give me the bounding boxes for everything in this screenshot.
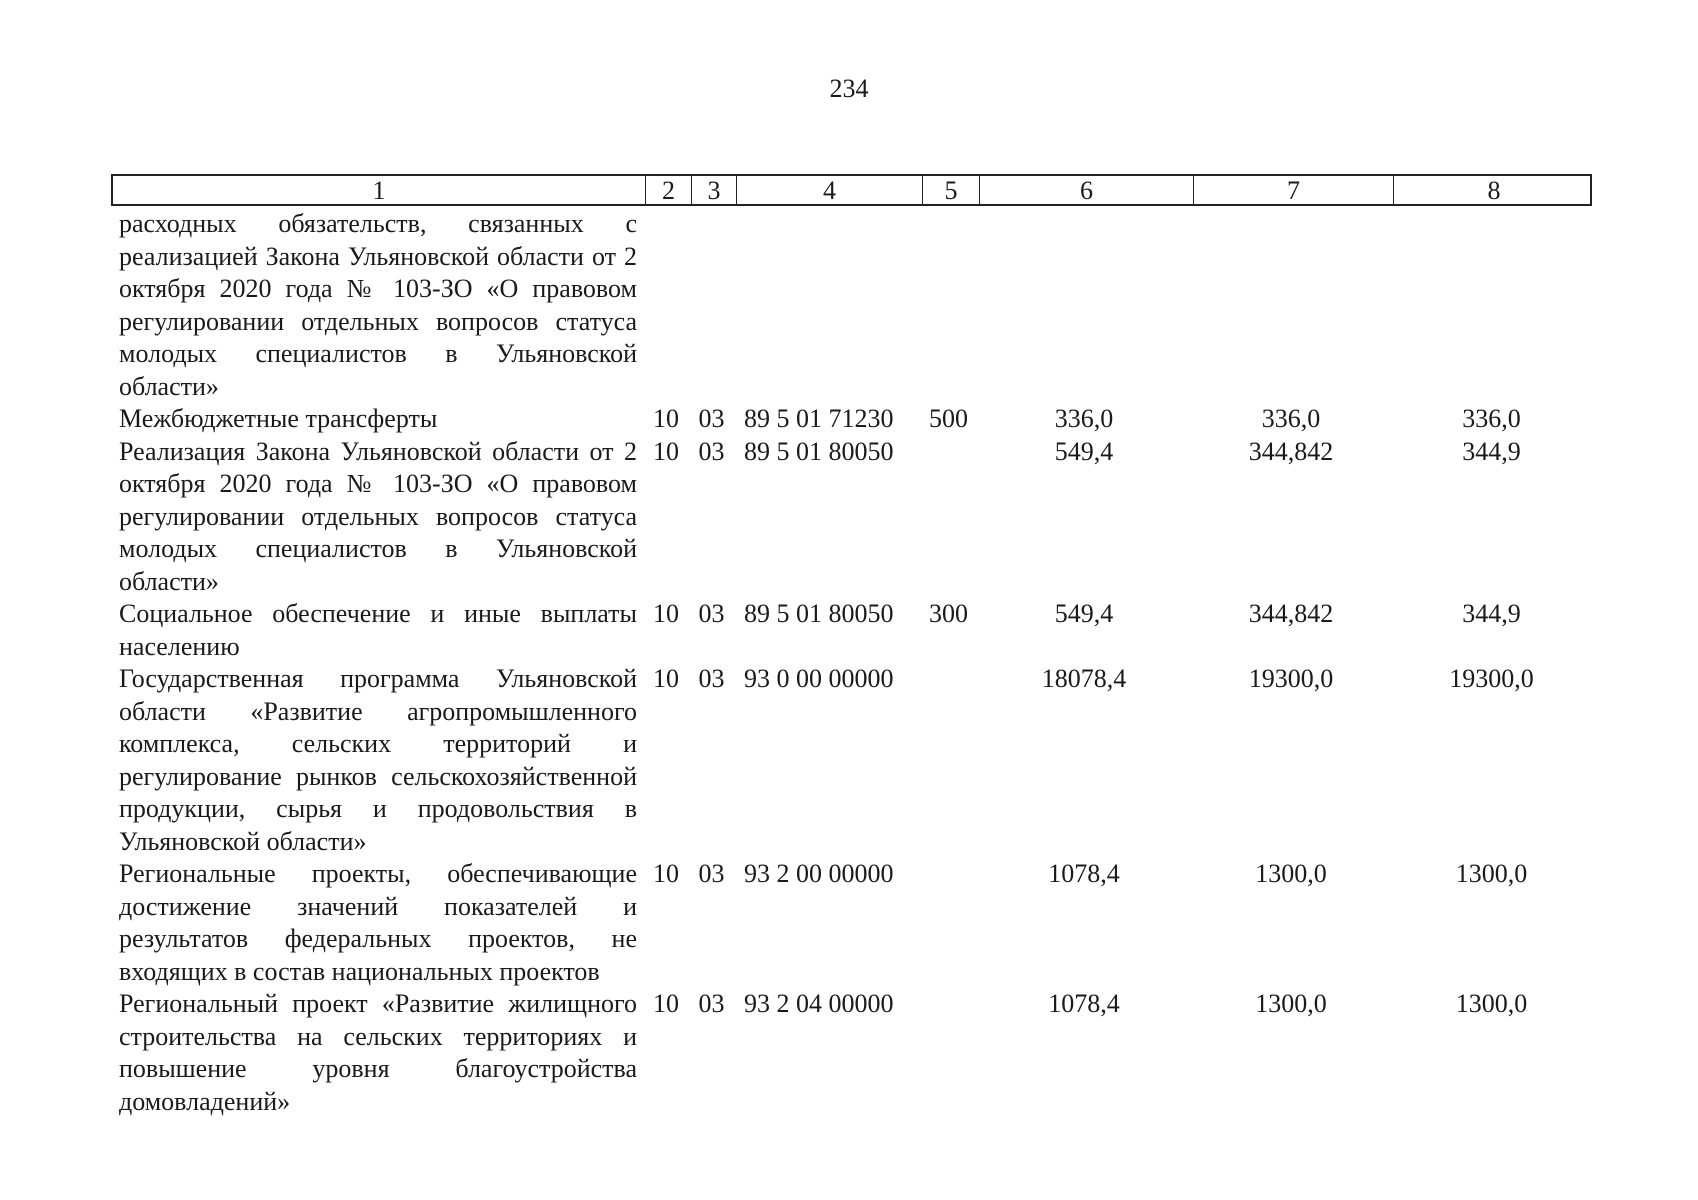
row-name: Региональный проект «Развитие жилищного строительства на сельских территориях и повышение уровня благоустройства домовладений» — [119, 989, 637, 1116]
row-vr — [920, 663, 977, 858]
table-row — [111, 598, 1592, 663]
row-pr: 03 — [698, 989, 725, 1018]
table-row — [111, 663, 1592, 858]
table-row — [111, 208, 1592, 403]
row-value-6: 549,4 — [1054, 599, 1114, 628]
row-pr: 03 — [698, 599, 725, 628]
table-body — [111, 208, 1592, 1118]
header-cell-8: 8 — [1393, 176, 1594, 206]
row-csr: 89 5 01 80050 — [744, 436, 894, 466]
row-value-8: 1300,0 — [1455, 989, 1528, 1018]
row-value-8: 19300,0 — [1449, 664, 1534, 693]
row-value-7: 19300,0 — [1248, 664, 1334, 693]
row-name: Региональные проекты, обеспечивающие достижение значений показателей и результатов федеральных проектов, не входящих в состав национальных проектов — [119, 859, 637, 986]
row-vr — [920, 436, 977, 599]
row-vr: 500 — [929, 404, 968, 433]
row-pr: 03 — [698, 664, 725, 693]
row-csr: 93 2 04 00000 — [744, 989, 894, 1018]
row-name: Межбюджетные трансферты — [119, 404, 438, 433]
row-rz: 10 — [653, 859, 679, 888]
row-name: расходных обязательств, связанных с реализацией Закона Ульяновской области от 2 октября 2020 года № 103-ЗО «О правовом регулировании отдельных вопросов статуса молодых специалистов в Ульяновской области» — [119, 209, 637, 401]
row-rz: 10 — [653, 436, 679, 466]
row-value-6: 336,0 — [1054, 404, 1114, 433]
row-value-8: 344,9 — [1462, 599, 1521, 628]
row-rz — [643, 208, 689, 403]
row-value-7: 336,0 — [1261, 404, 1321, 433]
row-name: Социальное обеспечение и иные выплаты населению — [119, 599, 637, 661]
row-pr: 03 — [698, 859, 725, 888]
row-value-7: 1300,0 — [1255, 989, 1327, 1018]
header-cell-1: 1 — [372, 176, 386, 205]
row-value-8: 1300,0 — [1455, 859, 1528, 888]
row-value-7: 344,842 — [1248, 599, 1334, 628]
header-cell-3: 3 — [691, 176, 736, 206]
row-value-6: 1078,4 — [1048, 989, 1120, 1018]
header-cell-2: 2 — [645, 176, 691, 206]
table-row — [111, 403, 1592, 436]
row-csr: 89 5 01 71230 — [744, 404, 894, 433]
page-number: 234 — [829, 74, 869, 103]
table-header — [111, 174, 1592, 206]
row-vr — [920, 208, 977, 403]
row-csr: 93 2 00 00000 — [744, 859, 894, 888]
header-cell-5: 5 — [922, 176, 979, 206]
row-value-7: 1300,0 — [1255, 859, 1327, 888]
row-rz: 10 — [653, 404, 679, 433]
row-value-8 — [1391, 208, 1592, 403]
header-cell-4: 4 — [736, 176, 922, 206]
row-value-6: 1078,4 — [1048, 859, 1120, 888]
table-row — [111, 988, 1592, 1118]
row-pr — [689, 208, 734, 403]
row-csr: 89 5 01 80050 — [744, 599, 894, 628]
row-csr — [734, 208, 920, 403]
row-rz: 10 — [653, 599, 679, 628]
row-value-6 — [977, 208, 1191, 403]
row-name: Государственная программа Ульяновской области «Развитие агропромышленного комплекса, сельских территорий и регулирование рынков сельскохозяйственной продукции, сырья и продовольствия в Ульяновской области» — [119, 664, 637, 856]
budget-table — [111, 174, 1592, 1118]
row-vr — [920, 988, 977, 1118]
table-row — [111, 858, 1592, 988]
header-cell-7: 7 — [1193, 176, 1393, 206]
row-value-7 — [1191, 208, 1391, 403]
row-value-6: 18078,4 — [1041, 664, 1127, 693]
row-value-7: 344,842 — [1248, 436, 1334, 466]
row-pr: 03 — [698, 404, 725, 433]
row-rz: 10 — [653, 989, 679, 1018]
row-pr: 03 — [698, 436, 725, 466]
row-value-8: 336,0 — [1462, 404, 1521, 433]
row-rz: 10 — [653, 664, 679, 693]
row-value-6: 549,4 — [1054, 436, 1114, 466]
row-name: Реализация Закона Ульяновской области от 2 октября 2020 года № 103-ЗО «О правовом регулировании отдельных вопросов статуса молодых специалистов в Ульяновской области» — [119, 436, 637, 596]
row-value-8: 344,9 — [1462, 436, 1521, 466]
row-csr: 93 0 00 00000 — [744, 664, 894, 693]
header-cell-6: 6 — [979, 176, 1193, 206]
row-vr — [920, 858, 977, 988]
row-vr: 300 — [929, 599, 968, 628]
table-row — [111, 436, 1592, 599]
